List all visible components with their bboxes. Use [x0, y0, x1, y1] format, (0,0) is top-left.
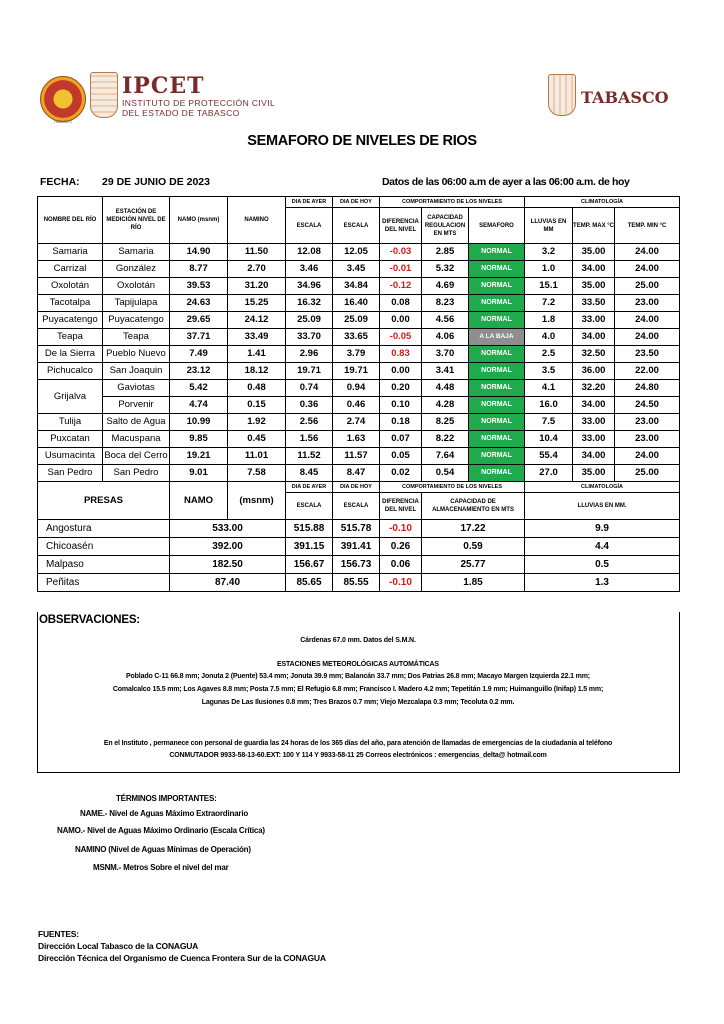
termino-msnm: MSNM.- Metros Sobre el nivel del mar [93, 863, 229, 872]
cell-hoy: 25.09 [333, 312, 380, 329]
cell-cap: 4.48 [422, 380, 469, 397]
presa-cell-hoy: 85.55 [333, 574, 380, 592]
cell-namino: 24.12 [228, 312, 286, 329]
river-row [38, 329, 680, 346]
header-presas-escala-ayer: ESCALA [286, 493, 333, 520]
header-presas-escala-hoy: ESCALA [333, 493, 380, 520]
tabasco-coat-of-arms-icon [90, 72, 118, 118]
river-row [38, 431, 680, 448]
cell-namino: 11.01 [228, 448, 286, 465]
cell-namino: 15.25 [228, 295, 286, 312]
cell-tmin: 23.00 [615, 431, 680, 448]
presa-cell-hoy: 515.78 [333, 520, 380, 538]
fuentes-title: FUENTES: [38, 929, 79, 939]
cell-ayer: 0.74 [286, 380, 333, 397]
header-escala-hoy: ESCALA [333, 208, 380, 244]
cell-namino: 1.92 [228, 414, 286, 431]
cell-namino: 18.12 [228, 363, 286, 380]
cell-tmax: 33.00 [573, 312, 615, 329]
cell-namo: 5.42 [170, 380, 228, 397]
cell-lluvia: 7.2 [525, 295, 573, 312]
cell-cap: 5.32 [422, 261, 469, 278]
cell-ayer: 12.08 [286, 244, 333, 261]
data-period: Datos de las 06:00 a.m de ayer a las 06:00 a.m. de hoy [382, 176, 630, 188]
cell-rio: Oxolotán [38, 278, 103, 295]
cell-namo: 9.85 [170, 431, 228, 448]
cell-hoy: 11.57 [333, 448, 380, 465]
cell-tmax: 34.00 [573, 448, 615, 465]
presa-cell-cap: 25.77 [422, 556, 525, 574]
cell-namo: 29.65 [170, 312, 228, 329]
cell-ayer: 3.46 [286, 261, 333, 278]
cell-rio: Tacotalpa [38, 295, 103, 312]
presa-cell-dif: 0.26 [380, 538, 422, 556]
cell-semaforo: NORMAL [469, 465, 525, 482]
cell-semaforo: NORMAL [469, 363, 525, 380]
cell-dif: 0.18 [380, 414, 422, 431]
cell-tmin: 23.50 [615, 346, 680, 363]
obs-line-2: Comalcalco 15.5 mm; Los Agaves 8.8 mm; Posta 7.5 mm; El Refugio 6.8 mm; Francisco I. Madero 4.2 mm; Tepetitán 1.9 mm; Huimanguillo (Inifap) 1.5 mm; [112, 686, 604, 693]
org-subtitle-line1: INSTITUTO DE PROTECCIÓN CIVIL [122, 98, 276, 108]
cell-rio: Puxcatan [38, 431, 103, 448]
cell-semaforo: NORMAL [469, 397, 525, 414]
header-comportamiento: COMPORTAMIENTO DE LOS NIVELES [380, 197, 525, 208]
terminos-title: TÉRMINOS IMPORTANTES: [116, 794, 217, 803]
cell-estacion: San Joaquin [103, 363, 170, 380]
obs-conmutador: CONMUTADOR 9933-58-13-60.EXT: 100 Y 114 Y 9933-58-11 25 Correos electrónicos : emergencias_delta@ hotmail.com [169, 752, 547, 759]
cell-tmin: 24.00 [615, 261, 680, 278]
cell-tmax: 35.00 [573, 244, 615, 261]
presa-cell-dif: -0.10 [380, 520, 422, 538]
cell-cap: 4.56 [422, 312, 469, 329]
cell-cap: 4.28 [422, 397, 469, 414]
cell-hoy: 34.84 [333, 278, 380, 295]
presa-cell-cap: 1.85 [422, 574, 525, 592]
fecha-label: FECHA: [40, 176, 80, 188]
presa-cell-name: Peñitas [38, 574, 170, 592]
cell-dif: -0.12 [380, 278, 422, 295]
river-row [38, 397, 680, 414]
header-capacidad: CAPACIDAD REGULACION EN MTS [422, 208, 469, 244]
fuente-1: Dirección Local Tabasco de la CONAGUA [38, 941, 199, 951]
cell-tmax: 35.00 [573, 465, 615, 482]
cell-estacion: Puyacatengo [103, 312, 170, 329]
cell-dif: -0.03 [380, 244, 422, 261]
river-row [38, 261, 680, 278]
presa-cell-ayer: 515.88 [286, 520, 333, 538]
cell-dif: 0.10 [380, 397, 422, 414]
cell-rio: Carrizal [38, 261, 103, 278]
header-semaforo: SEMAFORO [469, 208, 525, 244]
cell-cap: 0.54 [422, 465, 469, 482]
cell-tmin: 25.00 [615, 465, 680, 482]
cell-tmin: 24.00 [615, 244, 680, 261]
cell-cap: 8.23 [422, 295, 469, 312]
cell-namo: 39.53 [170, 278, 228, 295]
cell-hoy: 3.45 [333, 261, 380, 278]
fecha-value: 29 DE JUNIO DE 2023 [102, 176, 210, 188]
presa-cell-hoy: 156.73 [333, 556, 380, 574]
cell-namo: 9.01 [170, 465, 228, 482]
header-presas-msnm: (msnm) [228, 482, 286, 520]
cell-semaforo: NORMAL [469, 431, 525, 448]
obs-cardenas: Cárdenas 67.0 mm. Datos del S.M.N. [300, 637, 416, 644]
cell-tmax: 34.00 [573, 397, 615, 414]
cell-cap: 3.41 [422, 363, 469, 380]
header-presas-lluvias: LLUVIAS EN MM. [525, 493, 680, 520]
cell-tmax: 35.00 [573, 278, 615, 295]
cell-cap: 4.06 [422, 329, 469, 346]
cell-tmax: 32.50 [573, 346, 615, 363]
presa-cell-lluvia: 9.9 [525, 520, 680, 538]
cell-ayer: 33.70 [286, 329, 333, 346]
cell-namo: 7.49 [170, 346, 228, 363]
cell-lluvia: 16.0 [525, 397, 573, 414]
cell-tmin: 24.50 [615, 397, 680, 414]
river-row [38, 465, 680, 482]
cell-namo: 24.63 [170, 295, 228, 312]
header-presas-namo: NAMO [170, 482, 228, 520]
cell-tmax: 34.00 [573, 261, 615, 278]
org-subtitle [122, 98, 275, 118]
river-row [38, 278, 680, 295]
org-subtitle-line2: DEL ESTADO DE TABASCO [122, 108, 240, 118]
cell-estacion: Boca del Cerro [103, 448, 170, 465]
cell-semaforo: NORMAL [469, 448, 525, 465]
cell-ayer: 11.52 [286, 448, 333, 465]
cell-namo: 19.21 [170, 448, 228, 465]
state-name: TABASCO [581, 88, 669, 107]
cell-semaforo: NORMAL [469, 380, 525, 397]
cell-tmin: 24.00 [615, 329, 680, 346]
presa-cell-cap: 17.22 [422, 520, 525, 538]
cell-rio: Puyacatengo [38, 312, 103, 329]
cell-estacion: Porvenir [103, 397, 170, 414]
presa-row [38, 556, 680, 574]
cell-tmax: 34.00 [573, 329, 615, 346]
cell-cap: 3.70 [422, 346, 469, 363]
cell-tmin: 24.00 [615, 448, 680, 465]
cell-estacion: Salto de Agua [103, 414, 170, 431]
presa-cell-cap: 0.59 [422, 538, 525, 556]
cell-tmin: 24.00 [615, 312, 680, 329]
cell-lluvia: 4.1 [525, 380, 573, 397]
cell-namino: 7.58 [228, 465, 286, 482]
cell-cap: 7.64 [422, 448, 469, 465]
header-presas: PRESAS [38, 482, 170, 520]
header-presas-dia-hoy: DIA DE HOY [333, 482, 380, 493]
cell-dif: 0.00 [380, 363, 422, 380]
cell-ayer: 2.56 [286, 414, 333, 431]
presa-cell-lluvia: 1.3 [525, 574, 680, 592]
obs-line-3: Lagunas De Las Ilusiones 0.8 mm; Tres Brazos 0.7 mm; Viejo Mezcalapa 0.3 mm; Tecoluta 0.2 mm. [201, 699, 515, 706]
presa-cell-lluvia: 4.4 [525, 538, 680, 556]
river-row [38, 244, 680, 261]
cell-rio: San Pedro [38, 465, 103, 482]
civil-protection-seal [40, 76, 86, 122]
river-row [38, 363, 680, 380]
cell-tmin: 23.00 [615, 295, 680, 312]
cell-semaforo: NORMAL [469, 346, 525, 363]
cell-ayer: 1.56 [286, 431, 333, 448]
river-row [38, 295, 680, 312]
termino-namino: NAMINO (Nivel de Aguas Mínimas de Operación) [75, 845, 251, 854]
header-diferencia: DIFERENCIA DEL NIVEL [380, 208, 422, 244]
cell-estacion: Samaria [103, 244, 170, 261]
cell-estacion: Macuspana [103, 431, 170, 448]
cell-tmin: 23.00 [615, 414, 680, 431]
org-name: IPCET [122, 73, 205, 99]
cell-hoy: 2.74 [333, 414, 380, 431]
cell-dif: 0.02 [380, 465, 422, 482]
presa-cell-namo: 87.40 [170, 574, 286, 592]
cell-rio: De la Sierra [38, 346, 103, 363]
state-coat-of-arms-icon [548, 74, 576, 116]
cell-dif: 0.20 [380, 380, 422, 397]
header-nombre: NOMBRE DEL RÍO [38, 197, 103, 244]
header-presas-climatologia: CLIMATOLOGÍA [525, 482, 680, 493]
cell-lluvia: 10.4 [525, 431, 573, 448]
cell-namo: 10.99 [170, 414, 228, 431]
cell-namo: 23.12 [170, 363, 228, 380]
cell-dif: 0.83 [380, 346, 422, 363]
cell-lluvia: 1.0 [525, 261, 573, 278]
cell-hoy: 1.63 [333, 431, 380, 448]
header-estacion: ESTACIÓN DE MEDICIÓN NIVEL DE RÍO [103, 197, 170, 244]
header-dia-ayer: DIA DE AYER [286, 197, 333, 208]
presa-row [38, 538, 680, 556]
seal-caption: TABASCO [53, 119, 73, 124]
cell-dif: 0.00 [380, 312, 422, 329]
cell-tmax: 32.20 [573, 380, 615, 397]
cell-hoy: 0.94 [333, 380, 380, 397]
header-climatologia: CLIMATOLOGÍA [525, 197, 680, 208]
cell-lluvia: 3.2 [525, 244, 573, 261]
cell-semaforo: NORMAL [469, 295, 525, 312]
cell-tmin: 22.00 [615, 363, 680, 380]
cell-dif: -0.01 [380, 261, 422, 278]
header-dia-hoy: DIA DE HOY [333, 197, 380, 208]
cell-dif: 0.05 [380, 448, 422, 465]
cell-cap: 8.22 [422, 431, 469, 448]
river-row [38, 312, 680, 329]
cell-lluvia: 7.5 [525, 414, 573, 431]
cell-dif: 0.08 [380, 295, 422, 312]
presa-cell-dif: 0.06 [380, 556, 422, 574]
cell-lluvia: 55.4 [525, 448, 573, 465]
header-namino: NAMINO [228, 197, 286, 244]
cell-semaforo: NORMAL [469, 261, 525, 278]
cell-ayer: 0.36 [286, 397, 333, 414]
presa-cell-name: Malpaso [38, 556, 170, 574]
cell-dif: -0.05 [380, 329, 422, 346]
cell-lluvia: 2.5 [525, 346, 573, 363]
presa-cell-hoy: 391.41 [333, 538, 380, 556]
header-presas-capacidad: CAPACIDAD DE ALMACENAMIENTO EN MTS [422, 493, 525, 520]
cell-semaforo: NORMAL [469, 278, 525, 295]
rivers-table [37, 196, 680, 592]
cell-ayer: 34.96 [286, 278, 333, 295]
cell-hoy: 19.71 [333, 363, 380, 380]
cell-ayer: 8.45 [286, 465, 333, 482]
river-row [38, 414, 680, 431]
cell-tmax: 36.00 [573, 363, 615, 380]
cell-cap: 4.69 [422, 278, 469, 295]
cell-hoy: 33.65 [333, 329, 380, 346]
header-temp-min: TEMP. MIN °C [615, 208, 680, 244]
presa-cell-namo: 392.00 [170, 538, 286, 556]
cell-hoy: 0.46 [333, 397, 380, 414]
cell-tmin: 24.80 [615, 380, 680, 397]
presa-cell-name: Chicoasén [38, 538, 170, 556]
cell-semaforo: NORMAL [469, 414, 525, 431]
cell-rio: Pichucalco [38, 363, 103, 380]
cell-estacion: Oxolotán [103, 278, 170, 295]
cell-semaforo: A LA BAJA [469, 329, 525, 346]
cell-estacion: Gaviotas [103, 380, 170, 397]
header-escala-ayer: ESCALA [286, 208, 333, 244]
cell-semaforo: NORMAL [469, 312, 525, 329]
obs-line-1: Poblado C-11 66.8 mm; Jonuta 2 (Puente) 53.4 mm; Jonuta 39.9 mm; Balancán 33.7 mm; Dos Patrias 26.8 mm; Macayo Margen Izquierda 22.1 mm; [126, 673, 590, 680]
river-row [38, 346, 680, 363]
cell-ayer: 25.09 [286, 312, 333, 329]
cell-namino: 11.50 [228, 244, 286, 261]
header-presas-comportamiento: COMPORTAMIENTO DE LOS NIVELES [380, 482, 525, 493]
fuente-2: Dirección Técnica del Organismo de Cuenca Frontera Sur de la CONAGUA [38, 953, 326, 963]
cell-namo: 4.74 [170, 397, 228, 414]
presa-cell-ayer: 156.67 [286, 556, 333, 574]
cell-dif: 0.07 [380, 431, 422, 448]
cell-ayer: 16.32 [286, 295, 333, 312]
cell-estacion: Tapijulapa [103, 295, 170, 312]
header-presas-dia-ayer: DIA DE AYER [286, 482, 333, 493]
cell-namino: 2.70 [228, 261, 286, 278]
cell-namo: 14.90 [170, 244, 228, 261]
cell-rio: Samaria [38, 244, 103, 261]
cell-cap: 8.25 [422, 414, 469, 431]
cell-rio: Teapa [38, 329, 103, 346]
cell-tmax: 33.50 [573, 295, 615, 312]
cell-tmax: 33.00 [573, 414, 615, 431]
cell-lluvia: 4.0 [525, 329, 573, 346]
cell-tmin: 25.00 [615, 278, 680, 295]
obs-estaciones-title: ESTACIONES METEOROLÓGICAS AUTOMÁTICAS [277, 661, 439, 668]
cell-hoy: 3.79 [333, 346, 380, 363]
cell-namino: 1.41 [228, 346, 286, 363]
cell-estacion: San Pedro [103, 465, 170, 482]
presa-cell-ayer: 85.65 [286, 574, 333, 592]
cell-namino: 0.45 [228, 431, 286, 448]
presa-row [38, 520, 680, 538]
cell-ayer: 19.71 [286, 363, 333, 380]
presa-cell-name: Angostura [38, 520, 170, 538]
cell-lluvia: 1.8 [525, 312, 573, 329]
cell-namino: 0.15 [228, 397, 286, 414]
cell-hoy: 8.47 [333, 465, 380, 482]
river-row [38, 448, 680, 465]
cell-tmax: 33.00 [573, 431, 615, 448]
header-temp-max: TEMP. MAX °C [573, 208, 615, 244]
cell-namino: 0.48 [228, 380, 286, 397]
presa-cell-dif: -0.10 [380, 574, 422, 592]
presa-cell-namo: 182.50 [170, 556, 286, 574]
cell-namino: 31.20 [228, 278, 286, 295]
presa-cell-ayer: 391.15 [286, 538, 333, 556]
presa-row [38, 574, 680, 592]
cell-hoy: 12.05 [333, 244, 380, 261]
cell-ayer: 2.96 [286, 346, 333, 363]
cell-estacion: González [103, 261, 170, 278]
header-lluvias: LLUVIAS EN MM [525, 208, 573, 244]
cell-lluvia: 27.0 [525, 465, 573, 482]
cell-namo: 37.71 [170, 329, 228, 346]
river-row [38, 380, 680, 397]
cell-lluvia: 3.5 [525, 363, 573, 380]
termino-name: NAME.- Nivel de Aguas Máximo Extraordinario [80, 809, 249, 818]
cell-rio: Tulija [38, 414, 103, 431]
page-title: SEMAFORO DE NIVELES DE RIOS [247, 133, 477, 149]
cell-cap: 2.85 [422, 244, 469, 261]
cell-estacion: Teapa [103, 329, 170, 346]
cell-rio: Usumacinta [38, 448, 103, 465]
cell-semaforo: NORMAL [469, 244, 525, 261]
presa-cell-namo: 533.00 [170, 520, 286, 538]
header-namo: NAMO (msnm) [170, 197, 228, 244]
presa-cell-lluvia: 0.5 [525, 556, 680, 574]
cell-rio: Grijalva [38, 380, 103, 414]
header-presas-diferencia: DIFERENCIA DEL NIVEL [380, 493, 422, 520]
cell-namino: 33.49 [228, 329, 286, 346]
cell-hoy: 16.40 [333, 295, 380, 312]
cell-lluvia: 15.1 [525, 278, 573, 295]
termino-namo: NAMO.- Nivel de Aguas Máximo Ordinario (Escala Crítica) [57, 826, 265, 835]
cell-estacion: Pueblo Nuevo [103, 346, 170, 363]
obs-instituto: En el Instituto , permanece con personal de guardia las 24 horas de los 365 días del año, para atención de llamadas de emergencias de la ciudadanía al teléfono [103, 740, 613, 747]
cell-namo: 8.77 [170, 261, 228, 278]
observaciones-title: OBSERVACIONES: [39, 614, 140, 626]
